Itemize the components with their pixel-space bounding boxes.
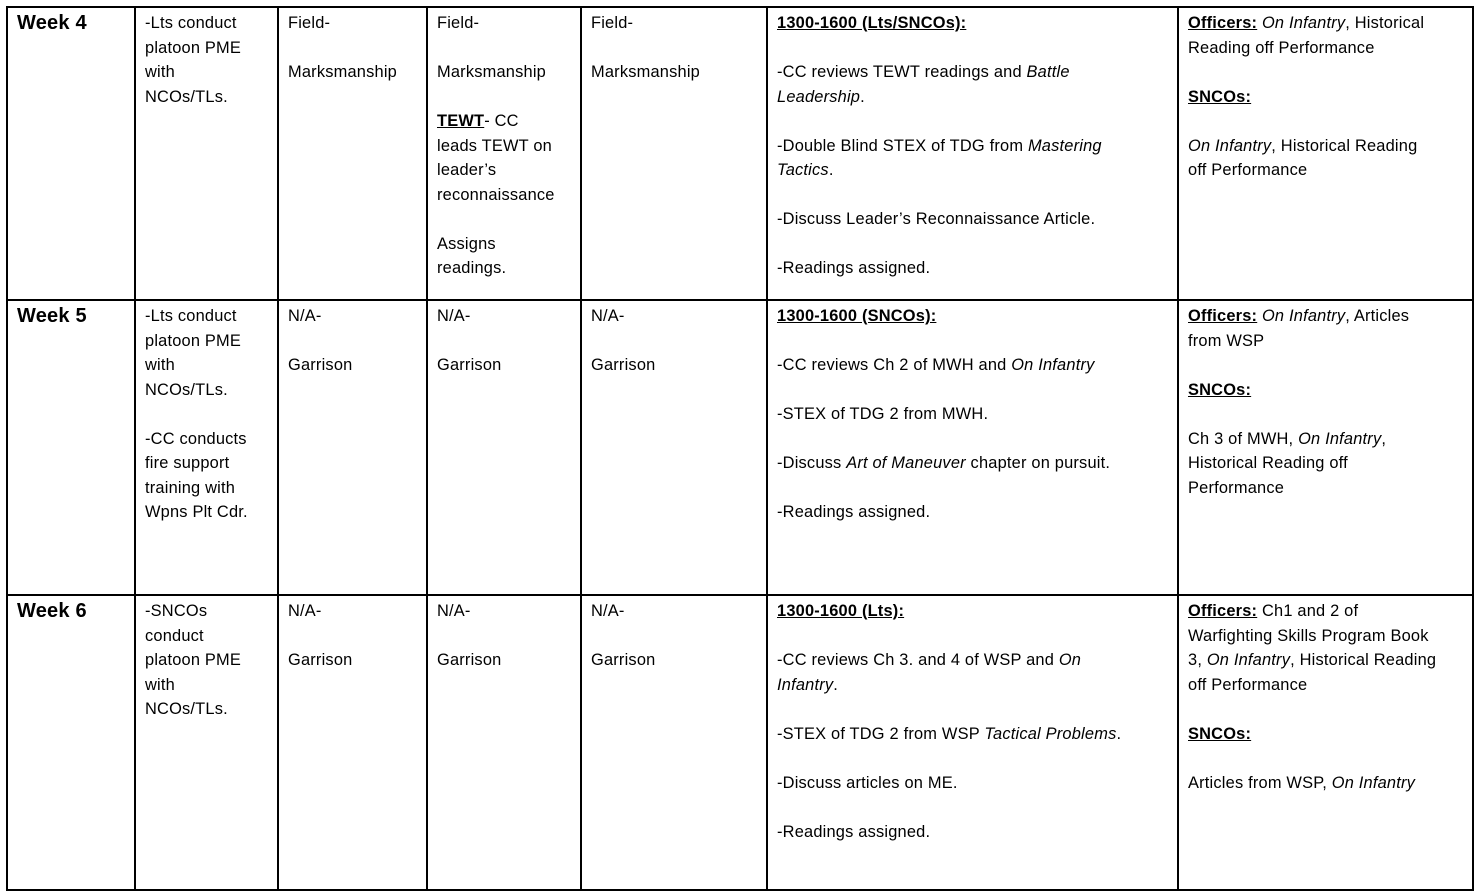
pme-cell: -Lts conduct platoon PME with NCOs/TLs. -CC conducts fire support training with Wpns Plt Cdr. bbox=[135, 300, 278, 595]
session-cell: 1300-1600 (Lts): -CC reviews Ch 3. and 4 of WSP and On Infantry. -STEX of TDG 2 from WSP Tactical Problems. -Discuss articles on ME. -Readings assigned. bbox=[767, 595, 1178, 890]
day-cell: N/A- Garrison bbox=[581, 300, 767, 595]
pme-cell: -Lts conduct platoon PME with NCOs/TLs. bbox=[135, 7, 278, 300]
day-cell: Field- Marksmanship TEWT- CC leads TEWT on leader’s reconnaissance Assigns readings. bbox=[427, 7, 581, 300]
day-cell: N/A- Garrison bbox=[427, 300, 581, 595]
day-cell: N/A- Garrison bbox=[581, 595, 767, 890]
day-cell: Field- Marksmanship bbox=[581, 7, 767, 300]
session-cell: 1300-1600 (SNCOs): -CC reviews Ch 2 of MWH and On Infantry -STEX of TDG 2 from MWH. -Discuss Art of Maneuver chapter on pursuit. -Readings assigned. bbox=[767, 300, 1178, 595]
readings-cell: Officers: On Infantry, Historical Reading off Performance SNCOs: On Infantry, Historical Reading off Performance bbox=[1178, 7, 1473, 300]
day-cell: N/A- Garrison bbox=[278, 300, 427, 595]
day-cell: N/A- Garrison bbox=[278, 595, 427, 890]
officers-label: Officers: bbox=[1188, 602, 1258, 620]
training-schedule-table bbox=[6, 6, 1474, 891]
pme-cell: -SNCOs conduct platoon PME with NCOs/TLs. bbox=[135, 595, 278, 890]
table-row bbox=[7, 7, 1473, 300]
officers-label: Officers: bbox=[1188, 307, 1258, 325]
session-time-heading: 1300-1600 (SNCOs): bbox=[777, 307, 937, 325]
session-cell: 1300-1600 (Lts/SNCOs): -CC reviews TEWT readings and Battle Leadership. -Double Blind STEX of TDG from Mastering Tactics. -Discuss Leader’s Reconnaissance Article. -Readings assigned. bbox=[767, 7, 1178, 300]
day-cell: N/A- Garrison bbox=[427, 595, 581, 890]
sncos-label: SNCOs: bbox=[1188, 87, 1252, 106]
sncos-label: SNCOs: bbox=[1188, 380, 1252, 399]
table-row bbox=[7, 300, 1473, 595]
readings-cell: Officers: Ch1 and 2 of Warfighting Skills Program Book 3, On Infantry, Historical Reading off Performance SNCOs: Articles from WSP, On Infantry bbox=[1178, 595, 1473, 890]
week-label: Week 6 bbox=[7, 595, 135, 890]
readings-cell: Officers: On Infantry, Articles from WSP SNCOs: Ch 3 of MWH, On Infantry, Historical Reading off Performance bbox=[1178, 300, 1473, 595]
officers-label: Officers: bbox=[1188, 14, 1258, 32]
table-row bbox=[7, 595, 1473, 890]
week-label: Week 4 bbox=[7, 7, 135, 300]
sncos-label: SNCOs: bbox=[1188, 724, 1252, 743]
tewt-label: TEWT bbox=[437, 112, 485, 130]
session-time-heading: 1300-1600 (Lts/SNCOs): bbox=[777, 14, 967, 32]
session-time-heading: 1300-1600 (Lts): bbox=[777, 602, 905, 620]
day-cell: Field- Marksmanship bbox=[278, 7, 427, 300]
week-label: Week 5 bbox=[7, 300, 135, 595]
